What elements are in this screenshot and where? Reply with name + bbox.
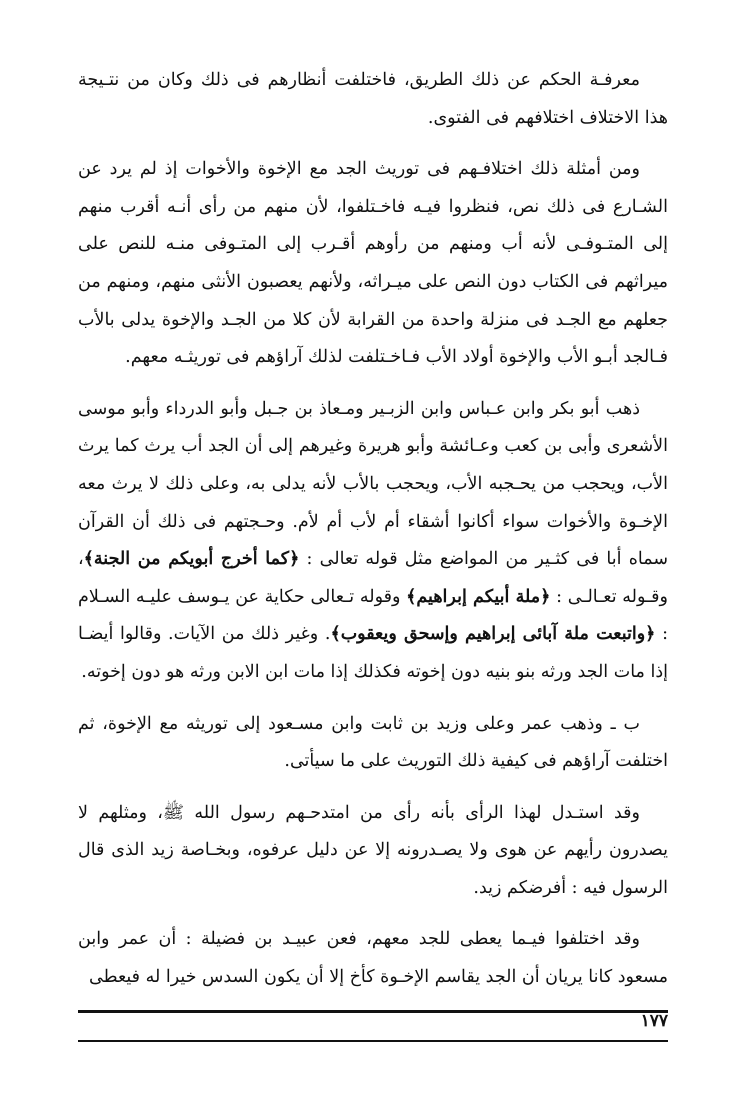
text-segment: ، وقـوله تعـالـى : [78, 549, 668, 607]
text-segment: وقد استـدل لهذا الرأى بأنه رأى من امتدحـهم رسول الله ﷺ، ومثلهم لا يصدرون رأيهم عن هوى ولا يصـدرونه إلا عن دليل عرفوه، وبخـاصة زيد الذى قال الرسول فيه : أفرضكم زيد. [78, 802, 668, 898]
text-segment: ذهب أبو بكر وابن عـباس وابن الزبـير ومـعاذ بن جـبل وأبو الدرداء وأبو موسى الأشعرى وأبى بن كعب وعـائشة وأبو هريرة وغيرهم إلى أن الجد أب يرث كما يرث الأب، ويحجب من يحـجبه الأب، ويحجب بالأب لأنه يدلى به، وعلى ذلك لا يرث معه الإخـوة والأخوات سواء أكانوا أشقاء أم لأب أم لأم. وحـجتهم فى ذلك أن القرآن سماه أبا فى كثـير من المواضع مثل قوله تعالى : [78, 398, 668, 570]
paragraph [78, 706, 668, 781]
footer-rule-bottom [78, 1040, 668, 1042]
paragraph [78, 391, 668, 692]
paragraph [78, 151, 668, 377]
text-segment: ومن أمثلة ذلك اختلافـهم فى توريث الجد مع الإخوة والأخوات إذ لم يرد عن الشـارع فى ذلك نص، فنظروا فيـه فاخـتلفوا، لأن منهم من رأى أنـه أقرب منهم إلى المتـوفـى لأنه أب ومنهم من رأوهم أقـرب إلى المتـوفى منـه للنص على ميراثهم فى الكتاب دون النص على ميـراثه، ولأنهم يعصبون الأنثى منهم، ومنهم من جعلهم مع الجـد فى منزلة واحدة من القرابة لأن كلا من الجـد والإخوة يدلى بالأب فـالجد أبـو الأب والإخوة أولاد الأب فـاخـتلفت لذلك آراؤهم فى توريثـه معهم. [78, 159, 668, 368]
page-number: ١٧٧ [640, 1011, 668, 1031]
footer-rule-top [78, 1010, 668, 1013]
quran-verse: ﴿واتبعت ملة آبائى إبراهيم وإسحق ويعقوب﴾ [330, 624, 656, 645]
paragraph [78, 795, 668, 908]
text-segment: معرفـة الحكم عن ذلك الطريق، فاختلفت أنظارهم فى ذلك وكان من نتـيجة هذا الاختلاف اختلافهم فى الفتوى. [78, 70, 668, 128]
quran-verse: ﴿ملة أبيكم إبراهيم﴾ [406, 586, 551, 607]
paragraph [78, 921, 668, 996]
text-segment: وقوله تـعالى حكاية عن يـوسف عليـه السـلام : [78, 586, 668, 645]
text-segment: وقد اختلفوا فيـما يعطى للجد معهم، فعن عبيـد بن فضيلة : أن عمر وابن مسعود كانا يريان أن الجد يقاسم الإخـوة كأخ إلا أن يكون السدس خيرا له فيعطى [78, 929, 668, 988]
quran-verse: ﴿كما أخرج أبويكم من الجنة﴾ [83, 549, 300, 570]
body-text [78, 62, 668, 1011]
text-segment: ب ـ وذهب عمر وعلى وزيد بن ثابت وابن مسـعود إلى توريثه مع الإخوة، ثم اختلفت آراؤهم فى كيفية ذلك التوريث على ما سيأتى. [78, 713, 668, 772]
paragraph [78, 62, 668, 137]
text-segment: . وغير ذلك من الآيات. وقالوا أيضـا إذا مات الجد ورثه بنو بنيه دون إخوته فكذلك إذا مات ابن الابن ورثه هو دون إخوته. [78, 624, 668, 682]
